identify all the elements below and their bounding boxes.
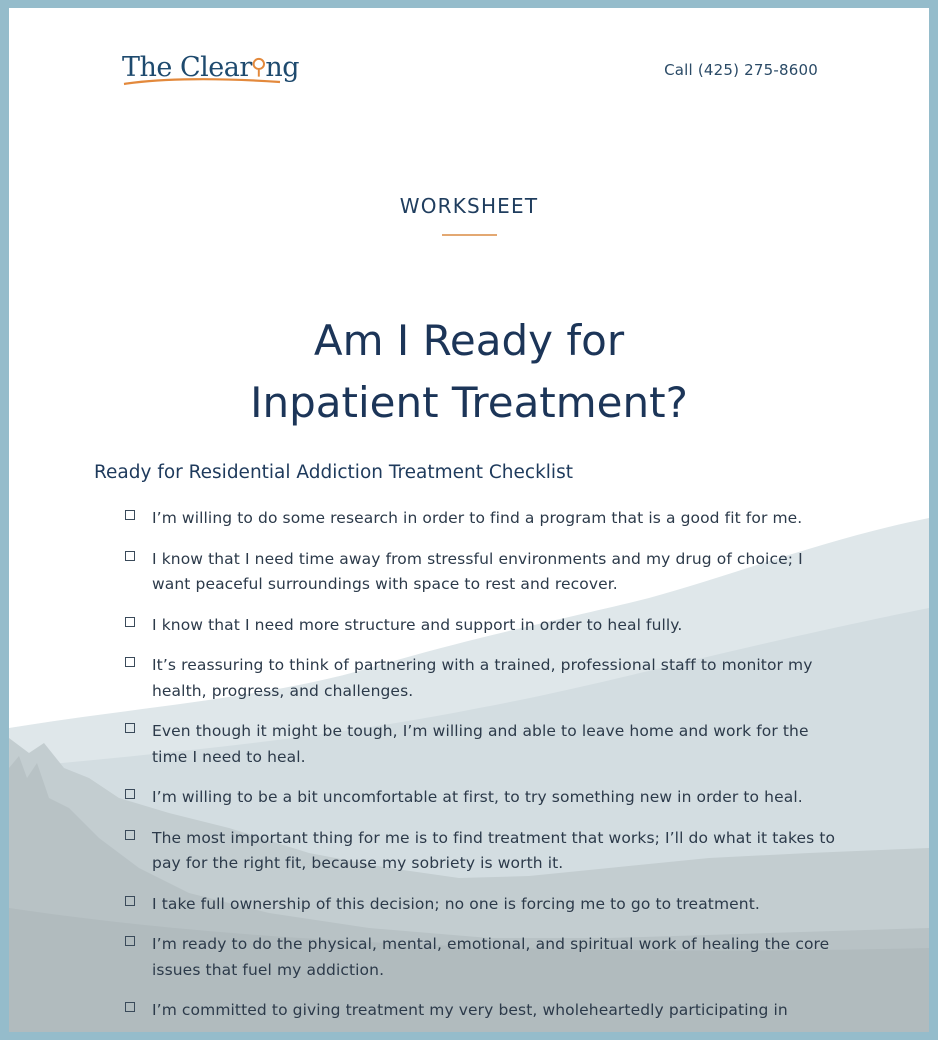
checklist-item (125, 826, 845, 877)
worksheet-page (9, 8, 929, 1032)
checklist-item-text: I’m willing to be a bit uncomfortable at first, to try something new in order to heal. (152, 788, 803, 806)
checklist-item (125, 998, 845, 1024)
checklist-item-text: The most important thing for me is to find treatment that works; I’ll do what it takes to pay for the right fit, because my sobriety is worth it. (152, 828, 836, 872)
checkbox[interactable] (125, 936, 135, 946)
checklist-item (125, 653, 845, 704)
checklist-item (125, 892, 845, 918)
checklist-item-text: Even though it might be tough, I’m willing and able to leave home and work for the time I need to heal. (152, 722, 809, 766)
checklist-item (125, 547, 845, 598)
checklist-item-text: I know that I need time away from stressful environments and my drug of choice; I want peaceful surroundings with space to rest and recover. (152, 549, 803, 593)
checklist-item-text: I’m ready to do the physical, mental, emotional, and spiritual work of healing the core issues that fuel my addiction. (152, 935, 830, 979)
checkbox[interactable] (125, 723, 135, 733)
worksheet-label: WORKSHEET (399, 194, 539, 218)
title-line-2: Inpatient Treatment? (250, 378, 688, 427)
checklist-item (125, 613, 845, 639)
logo-figure-icon: ⚲ (250, 55, 267, 80)
checkbox[interactable] (125, 510, 135, 520)
checklist-item (125, 506, 845, 532)
checkbox[interactable] (125, 617, 135, 627)
checkbox[interactable] (125, 551, 135, 561)
checklist-heading: Ready for Residential Addiction Treatment Checklist (94, 462, 573, 483)
checkbox[interactable] (125, 830, 135, 840)
checkbox[interactable] (125, 1002, 135, 1012)
logo-swoosh-icon (122, 76, 282, 88)
accent-divider (442, 234, 497, 236)
the-clearing-logo[interactable] (122, 48, 300, 98)
checklist-item (125, 932, 845, 983)
checklist-item-text: I’m willing to do some research in order to find a program that is a good fit for me. (152, 509, 803, 527)
checklist (125, 506, 845, 1032)
page-title (9, 310, 929, 434)
checkbox[interactable] (125, 789, 135, 799)
phone-number[interactable]: Call (425) 275-8600 (664, 61, 818, 79)
checklist-item-text: It’s reassuring to think of partnering with a trained, professional staff to monitor my health, progress, and challenges. (152, 656, 813, 700)
checklist-item (125, 719, 845, 770)
checklist-item-text: I’m committed to giving treatment my very best, wholeheartedly participating in (152, 1001, 788, 1019)
title-line-1: Am I Ready for (313, 316, 625, 365)
checkbox[interactable] (125, 896, 135, 906)
checklist-item (125, 785, 845, 811)
checklist-item-text: I know that I need more structure and support in order to heal fully. (152, 615, 683, 634)
checklist-item-text: I take full ownership of this decision; no one is forcing me to go to treatment. (152, 894, 760, 913)
checkbox[interactable] (125, 657, 135, 667)
logo-wordmark: The Clear⚲ng (122, 52, 300, 83)
